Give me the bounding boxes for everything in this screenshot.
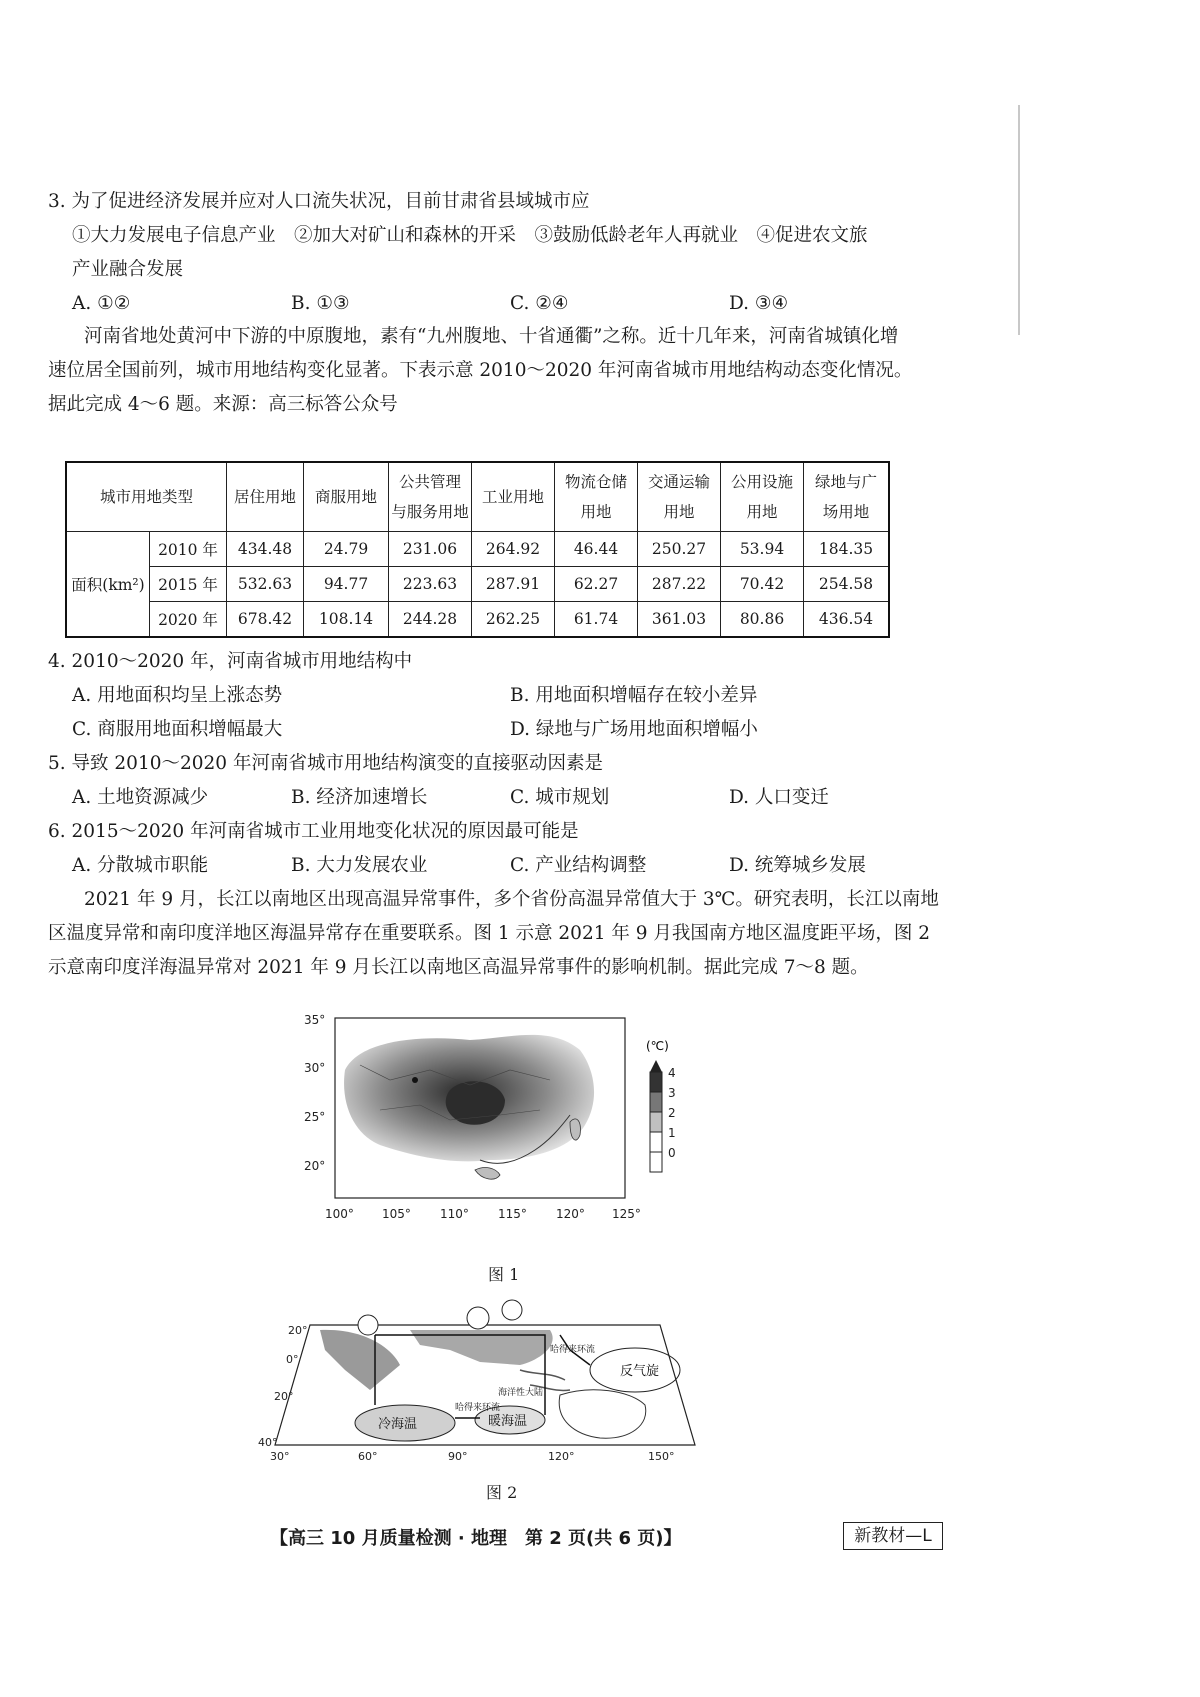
header-col-4 xyxy=(555,462,638,532)
row-group-label: 面积(km²) xyxy=(66,532,150,638)
intro1-line1: 河南省地处黄河中下游的中原腹地，素有“九州腹地、十省通衢”之称。近十几年来，河南省城镇化增 xyxy=(84,326,899,347)
header-col-4-l2: 用地 xyxy=(580,503,612,521)
maritime-label: 海洋性大陆 xyxy=(498,1388,544,1398)
header-col-5 xyxy=(638,462,721,532)
intro2-line2: 区温度异常和南印度洋地区海温异常存在重要联系。图 1 示意 2021 年 9 月我国南方地区温度距平场，图 2 xyxy=(48,923,931,944)
cell: 24.79 xyxy=(304,532,389,567)
header-col-4-l1: 物流仓储 xyxy=(564,473,627,491)
header-col-1 xyxy=(304,462,389,532)
lon-labels xyxy=(325,1207,641,1221)
lat-label: 40° xyxy=(258,1436,278,1449)
header-col-1-l1: 商服用地 xyxy=(314,488,377,506)
fig2-lon-labels xyxy=(270,1450,675,1463)
header-col-3 xyxy=(472,462,555,532)
header-col-5-l2: 用地 xyxy=(663,503,695,521)
header-col-2 xyxy=(389,462,472,532)
cell: 436.54 xyxy=(804,602,890,638)
lon-label: 150° xyxy=(648,1450,675,1463)
q4-option-d[interactable]: D. 绿地与广场用地面积增幅小 xyxy=(510,719,758,740)
scan-edge-line xyxy=(1018,105,1020,335)
header-col-0 xyxy=(227,462,304,532)
lat-label: 35° xyxy=(304,1013,326,1027)
warm-sst-label: 暖海温 xyxy=(488,1414,528,1429)
lat-label: 20° xyxy=(304,1159,326,1173)
legend-value: 4 xyxy=(668,1066,676,1080)
figure-1-temperature-map xyxy=(300,1010,690,1250)
legend-value: 2 xyxy=(668,1106,676,1120)
legend-swatch xyxy=(650,1112,662,1132)
cell: 250.27 xyxy=(638,532,721,567)
legend-swatch xyxy=(650,1132,662,1152)
cloud-icon xyxy=(467,1307,489,1329)
legend-values xyxy=(668,1066,676,1160)
legend xyxy=(650,1060,662,1172)
lon-label: 125° xyxy=(612,1207,641,1221)
figure-1-caption: 图 1 xyxy=(488,1265,520,1284)
sun-icon xyxy=(502,1300,522,1320)
lon-label: 120° xyxy=(556,1207,585,1221)
header-col-7-l1: 绿地与广 xyxy=(814,473,877,491)
lon-label: 105° xyxy=(382,1207,411,1221)
q3-options xyxy=(48,287,948,321)
q6-stem: 6. 2015～2020 年河南省城市工业用地变化状况的原因最可能是 xyxy=(48,821,579,842)
q3-statements-2: 产业融合发展 xyxy=(72,259,184,280)
lat-label: 25° xyxy=(304,1110,326,1124)
q3-option-a[interactable]: A. ①② xyxy=(72,293,131,314)
header-col-2-l1: 公共管理 xyxy=(398,473,461,491)
cell: 223.63 xyxy=(389,567,472,602)
cell: 678.42 xyxy=(227,602,304,638)
q4-options-row2 xyxy=(48,713,948,747)
q3-statements-1: ①大力发展电子信息产业 ②加大对矿山和森林的开采 ③鼓励低龄老年人再就业 ④促进农文旅 xyxy=(72,225,868,246)
table-header-row xyxy=(66,462,889,532)
row-year: 2020 年 xyxy=(150,602,227,638)
cold-sst-label: 冷海温 xyxy=(378,1417,418,1432)
lon-label: 110° xyxy=(440,1207,469,1221)
q4-option-a[interactable]: A. 用地面积均呈上涨态势 xyxy=(72,685,283,706)
header-col-6-l1: 公用设施 xyxy=(730,473,793,491)
q4-option-c[interactable]: C. 商服用地面积增幅最大 xyxy=(72,719,283,740)
header-col-7 xyxy=(804,462,890,532)
header-land-type: 城市用地类型 xyxy=(66,462,227,532)
legend-swatch xyxy=(650,1092,662,1112)
questions-4-6 xyxy=(48,645,948,985)
legend-value: 0 xyxy=(668,1146,676,1160)
anticyclone-label: 反气旋 xyxy=(620,1364,660,1379)
table-row xyxy=(66,567,889,602)
lat-label: 30° xyxy=(304,1061,326,1075)
header-col-3-l1: 工业用地 xyxy=(481,488,544,506)
sun-icon xyxy=(358,1315,378,1335)
page-footer: 【高三 10 月质量检测 · 地理 第 2 页(共 6 页)】 xyxy=(270,1528,682,1549)
header-col-5-l1: 交通运输 xyxy=(647,473,710,491)
lon-label: 120° xyxy=(548,1450,575,1463)
q4-stem: 4. 2010～2020 年，河南省城市用地结构中 xyxy=(48,651,413,672)
q5-option-a[interactable]: A. 土地资源减少 xyxy=(72,787,209,808)
lon-label: 90° xyxy=(448,1450,468,1463)
q6-option-a[interactable]: A. 分散城市职能 xyxy=(72,855,209,876)
cell: 532.63 xyxy=(227,567,304,602)
cell: 70.42 xyxy=(721,567,804,602)
cell: 80.86 xyxy=(721,602,804,638)
q6-option-c[interactable]: C. 产业结构调整 xyxy=(510,855,647,876)
header-col-0-l1: 居住用地 xyxy=(233,488,296,506)
figure-2-mechanism-map xyxy=(250,1290,720,1480)
question-3 xyxy=(48,185,948,321)
lat-labels xyxy=(304,1013,325,1173)
cell: 287.91 xyxy=(472,567,555,602)
cell: 184.35 xyxy=(804,532,890,567)
q6-options xyxy=(48,849,948,883)
legend-swatch xyxy=(650,1152,662,1172)
intro2-line1: 2021 年 9 月，长江以南地区出现高温异常事件，多个省份高温异常值大于 3℃。研究表明，长江以南地 xyxy=(84,889,939,910)
cell: 264.92 xyxy=(472,532,555,567)
intro1-line2: 速位居全国前列，城市用地结构变化显著。下表示意 2010～2020 年河南省城市用地结构动态变化情况。 xyxy=(48,360,913,381)
q6-option-b[interactable]: B. 大力发展农业 xyxy=(291,855,428,876)
q5-option-b[interactable]: B. 经济加速增长 xyxy=(291,787,428,808)
cell: 361.03 xyxy=(638,602,721,638)
header-col-7-l2: 场用地 xyxy=(822,503,870,521)
q3-option-b[interactable]: B. ①③ xyxy=(291,293,350,314)
q5-stem: 5. 导致 2010～2020 年河南省城市用地结构演变的直接驱动因素是 xyxy=(48,753,603,774)
q4-options-row1 xyxy=(48,679,948,713)
lat-label: 20° xyxy=(274,1390,294,1403)
intro-henan xyxy=(48,320,948,422)
cell: 434.48 xyxy=(227,532,304,567)
hadley-label: 哈得来环流 xyxy=(455,1403,501,1413)
q6-option-d[interactable]: D. 统筹城乡发展 xyxy=(729,855,866,876)
lon-label: 30° xyxy=(270,1450,290,1463)
legend-arrow xyxy=(650,1060,662,1072)
header-col-2-l2: 与服务用地 xyxy=(391,503,469,521)
q5-option-d[interactable]: D. 人口变迁 xyxy=(729,787,829,808)
cell: 244.28 xyxy=(389,602,472,638)
cell: 254.58 xyxy=(804,567,890,602)
q3-option-d[interactable]: D. ③④ xyxy=(729,293,789,314)
q4-option-b[interactable]: B. 用地面积增幅存在较小差异 xyxy=(510,685,758,706)
lon-label: 60° xyxy=(358,1450,378,1463)
cell: 61.74 xyxy=(555,602,638,638)
cell: 53.94 xyxy=(721,532,804,567)
cell: 62.27 xyxy=(555,567,638,602)
lat-label: 0° xyxy=(286,1353,299,1366)
city-marker xyxy=(412,1077,418,1083)
intro1-line3: 据此完成 4～6 题。来源：高三标答公众号 xyxy=(48,394,398,415)
intro2-line3: 示意南印度洋海温异常对 2021 年 9 月长江以南地区高温异常事件的影响机制。据此完成 7～8 题。 xyxy=(48,957,869,978)
row-year: 2010 年 xyxy=(150,532,227,567)
q3-stem: 3. 为了促进经济发展并应对人口流失状况，目前甘肃省县域城市应 xyxy=(48,191,590,212)
cell: 94.77 xyxy=(304,567,389,602)
cell: 108.14 xyxy=(304,602,389,638)
cell: 287.22 xyxy=(638,567,721,602)
table-row xyxy=(66,602,889,638)
figure-2-caption: 图 2 xyxy=(486,1483,518,1502)
header-col-6-l2: 用地 xyxy=(746,503,778,521)
table-row xyxy=(66,532,889,567)
q5-options xyxy=(48,781,948,815)
edition-badge: 新教材—L xyxy=(843,1522,943,1550)
q3-option-c[interactable]: C. ②④ xyxy=(510,293,569,314)
lat-label: 20° xyxy=(288,1324,308,1337)
lon-label: 115° xyxy=(498,1207,527,1221)
cell: 46.44 xyxy=(555,532,638,567)
lon-label: 100° xyxy=(325,1207,354,1221)
legend-value: 3 xyxy=(668,1086,676,1100)
cell: 231.06 xyxy=(389,532,472,567)
row-year: 2015 年 xyxy=(150,567,227,602)
q5-option-c[interactable]: C. 城市规划 xyxy=(510,787,610,808)
hadley-label-2: 哈得来环流 xyxy=(550,1345,596,1355)
legend-unit: (℃) xyxy=(646,1039,669,1053)
header-col-6 xyxy=(721,462,804,532)
land-use-table xyxy=(65,461,890,638)
legend-value: 1 xyxy=(668,1126,676,1140)
cell: 262.25 xyxy=(472,602,555,638)
legend-swatch xyxy=(650,1072,662,1092)
